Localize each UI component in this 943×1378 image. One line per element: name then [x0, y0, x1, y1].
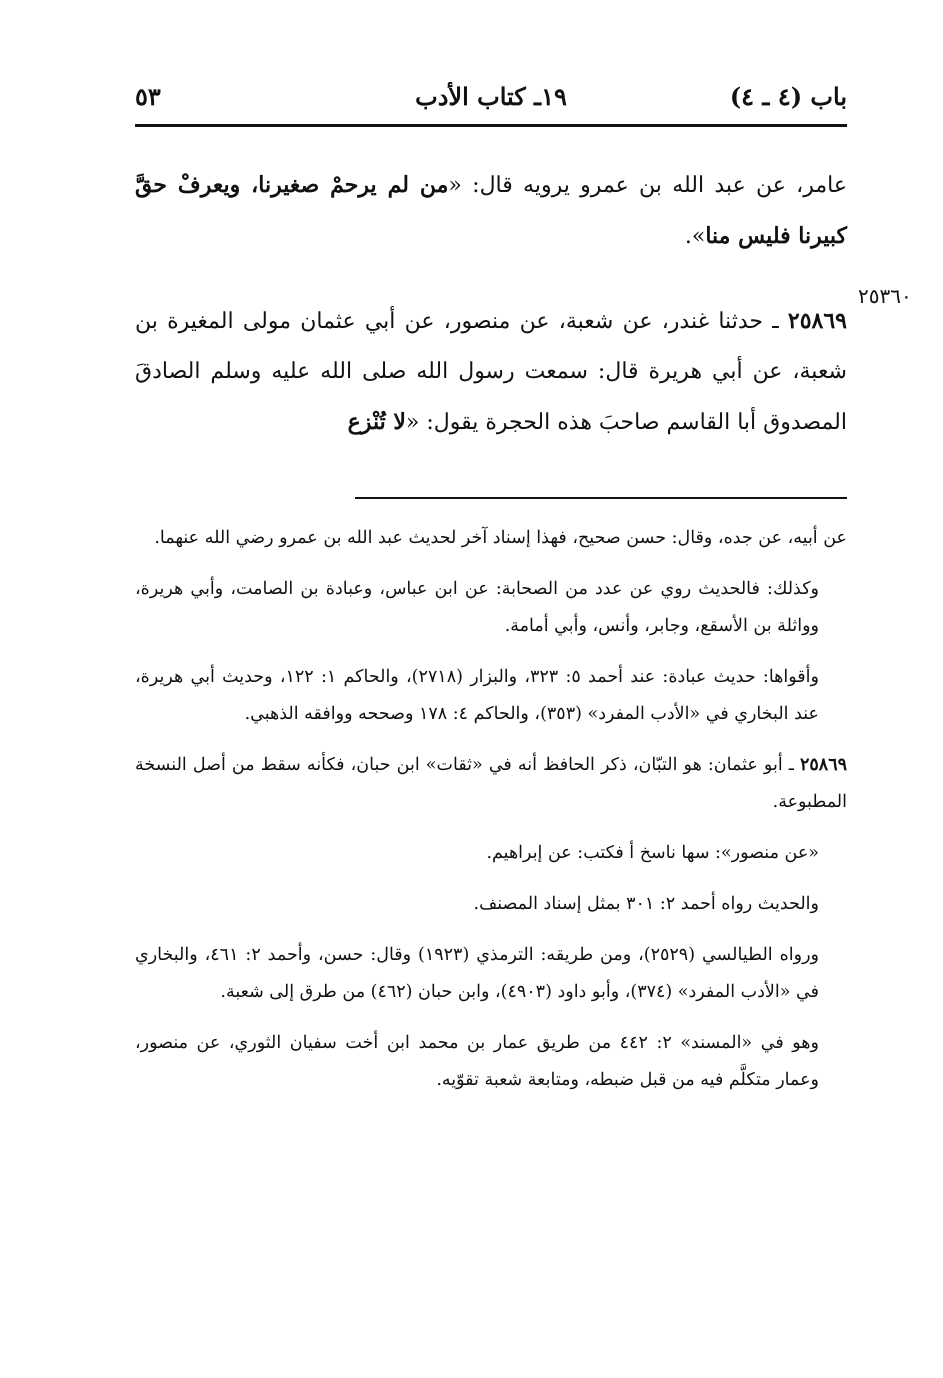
main-paragraph: عامر، عن عبد الله بن عمرو يرويه قال: «من لم يرحمْ صغيرنا، ويعرفْ حقَّ كبيرنا فليس منا».	[135, 172, 847, 249]
footnote-paragraph: عن أبيه، عن جده، وقال: حسن صحيح، فهذا إسناد آخر لحديث عبد الله بن عمرو رضي الله عنهما.	[154, 528, 847, 548]
footnote-paragraph: وأقواها: حديث عبادة: عند أحمد ٥: ٣٢٣، والبزار (٢٧١٨)، والحاكم ١: ١٢٢، وحديث أبي هريرة، عند البخاري في «الأدب المفرد» (٣٥٣)، والحاكم ٤: ١٧٨ وصححه ووافقه الذهبي.	[135, 667, 819, 724]
chapter-heading: باب (٤ ـ ٤)	[729, 82, 847, 111]
margin-reference-number: ٢٥٣٦٠	[858, 284, 912, 308]
hadith-quote: من لم يرحمْ صغيرنا، ويعرفْ حقَّ كبيرنا فليس منا	[135, 172, 847, 249]
hadith-quote: لا تُنْزع	[347, 409, 406, 435]
footnote-rule	[355, 497, 847, 499]
footnote-paragraph: «عن منصور»: سها ناسخ أ فكتب: عن إبراهيم.	[486, 843, 819, 863]
page-number: ٥٣	[135, 82, 161, 111]
footnote-paragraph: وكذلك: فالحديث روي عن عدد من الصحابة: عن ابن عباس، وعبادة بن الصامت، وأبي هريرة، وواثلة بن الأسقع، وجابر، وأنس، وأبي أمامة.	[135, 579, 819, 636]
footnote-hadith-number: ٢٥٨٦٩	[800, 755, 847, 775]
running-header	[135, 82, 847, 118]
footnote-paragraph: ٢٥٨٦٩ ـ أبو عثمان: هو التبّان، ذكر الحافظ أنه في «ثقات» ابن حبان، فكأنه سقط من أصل النسخة المطبوعة.	[135, 755, 847, 812]
footnote-paragraph: والحديث رواه أحمد ٢: ٣٠١ بمثل إسناد المصنف.	[473, 894, 819, 914]
hadith-number: ٢٥٨٦٩	[787, 308, 847, 334]
hadith-paragraph: ٢٥٨٦٩ ـ حدثنا غندر، عن شعبة، عن منصور، عن أبي عثمان مولى المغيرة بن شعبة، عن أبي هريرة قال: سمعت رسول الله صلى الله عليه وسلم الصادقَ المصدوق أبا القاسم صاحبَ هذه الحجرة يقول: «لا تُنْزع	[135, 308, 847, 435]
book-title: ١٩ـ كتاب الأدب	[415, 82, 567, 111]
footnotes	[135, 520, 847, 1113]
header-rule	[135, 124, 847, 127]
footnote-paragraph: وهو في «المسند» ٢: ٤٤٢ من طريق عمار بن محمد ابن أخت سفيان الثوري، عن منصور، وعمار متكلَّم فيه من قبل ضبطه، ومتابعة شعبة تقوّيه.	[135, 1033, 819, 1090]
main-text	[135, 160, 847, 448]
footnote-paragraph: ورواه الطيالسي (٢٥٢٩)، ومن طريقه: الترمذي (١٩٢٣) وقال: حسن، وأحمد ٢: ٤٦١، والبخاري في «الأدب المفرد» (٣٧٤)، وأبو داود (٤٩٠٣)، وابن حبان (٤٦٢) من طرق إلى شعبة.	[135, 945, 819, 1002]
